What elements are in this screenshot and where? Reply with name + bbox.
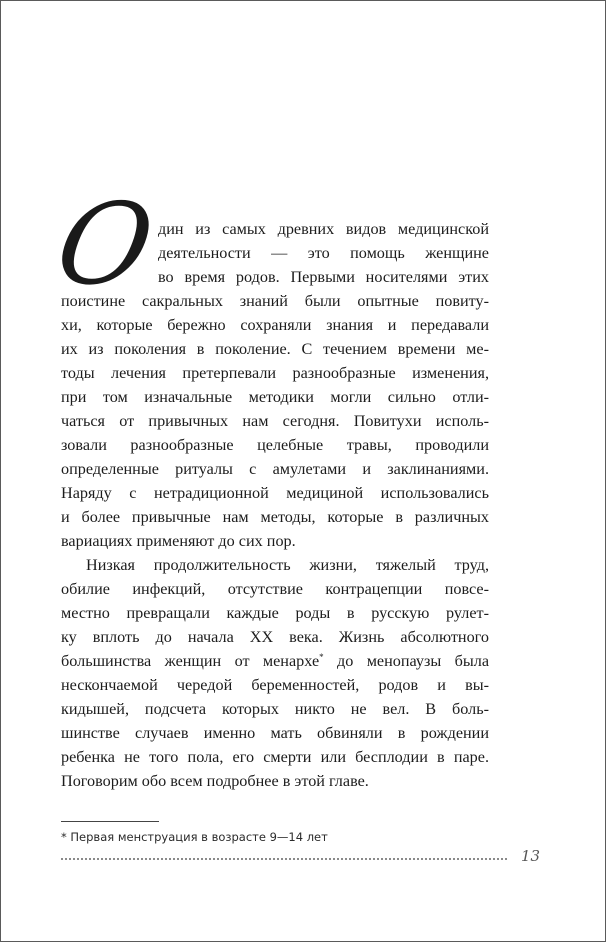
text-line: зовали разнообразные целебные травы, проводили xyxy=(61,436,489,454)
text-line: вариациях применяют до сих пор. xyxy=(61,532,296,550)
body-text xyxy=(61,217,489,793)
text-line: кидышей, подсчета которых никто не вел. В боль- xyxy=(61,700,489,718)
text-line: обилие инфекций, отсутствие контрацепции повсе- xyxy=(61,580,489,598)
text-line: местно превращали каждые роды в русскую рулет- xyxy=(61,604,489,622)
text-line: чаться от привычных нам сегодня. Повитухи исполь- xyxy=(61,412,489,430)
footnote-marker: * xyxy=(319,652,324,662)
text-line: Поговорим обо всем подробнее в этой главе. xyxy=(61,772,369,790)
drop-cap-letter: О xyxy=(47,180,163,310)
text-line: при том изначальные методики могли сильно отли- xyxy=(61,388,489,406)
text-line: хи, которые бережно сохраняли знания и передавали xyxy=(61,316,489,334)
text-line-with-footnote xyxy=(61,649,489,673)
text-line: Низкая продолжительность жизни, тяжелый труд, xyxy=(86,556,489,574)
text-line: ку вплоть до начала XX века. Жизнь абсолютного xyxy=(61,628,489,646)
footer-dotted-rule xyxy=(61,858,507,860)
text-line: шинстве случаев именно мать обвиняли в рождении xyxy=(61,724,489,742)
text-line: поистине сакральных знаний были опытные повиту- xyxy=(61,292,489,310)
text-line: ребенка не того пола, его смерти или бесплодии в паре. xyxy=(61,748,489,766)
text-line: и более привычные нам методы, которые в различных xyxy=(61,508,489,526)
text-line: их из поколения в поколение. С течением времени ме- xyxy=(61,340,489,358)
text-line: нескончаемой чередой беременностей, родов и вы- xyxy=(61,676,489,694)
text-line: определенные ритуалы с амулетами и заклинаниями. xyxy=(61,460,489,478)
page-number: 13 xyxy=(521,847,541,865)
text-line: деятельности — это помощь женщине xyxy=(158,244,489,262)
text-line: во время родов. Первыми носителями этих xyxy=(158,268,489,286)
footnote-divider xyxy=(61,821,159,822)
text-segment: до менопаузы была xyxy=(323,652,489,670)
text-line: тоды лечения претерпевали разнообразные изменения, xyxy=(61,364,489,382)
text-segment: большинства женщин от менархе xyxy=(61,652,320,670)
text-line: Наряду с нетрадиционной медициной использовались xyxy=(61,484,489,502)
text-line: дин из самых древних видов медицинской xyxy=(158,220,489,238)
footnote-text: * Первая менструация в возрасте 9—14 лет xyxy=(61,830,328,844)
